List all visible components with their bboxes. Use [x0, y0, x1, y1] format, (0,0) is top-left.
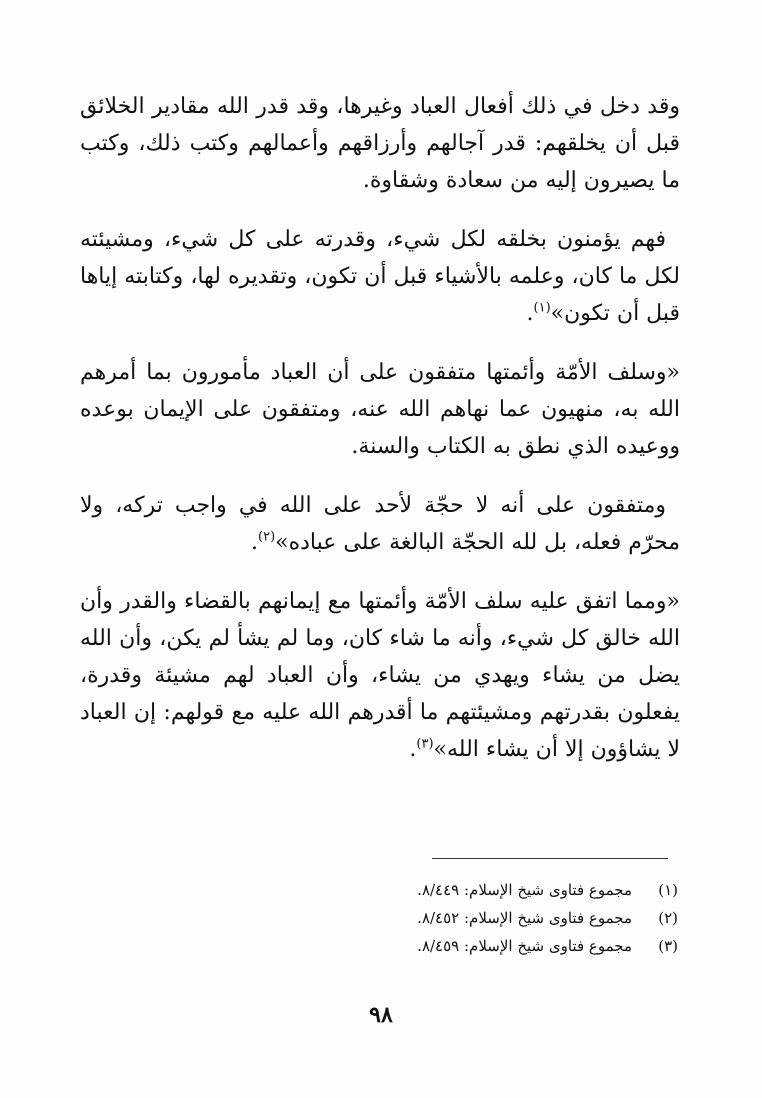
- footnote-text: مجموع فتاوى شيخ الإسلام: ٨/٤٤٩.: [417, 881, 632, 899]
- footnote-ref-3[interactable]: (٣): [416, 736, 434, 752]
- footnote-divider: [432, 858, 668, 859]
- footnote-item: [300, 904, 678, 932]
- footnote-item: [300, 876, 678, 904]
- paragraph-5-text: «ومما اتفق عليه سلف الأمّة وأئمتها مع إيمانهم بالقضاء والقدر وأن الله خالق كل شيء، وأنه ما شاء كان، وما لم يشأ لم يكن، وأن الله يضل من يشاء ويهدي من يشاء، وأن العباد لهم مشيئة وقدرة، يفعلون بقدرتهم ومشيئتهم ما أقدرهم الله عليه مع قولهم: إن العباد لا يشاؤون إلا أن يشاء الله»: [80, 589, 680, 762]
- paragraph-1: [80, 88, 680, 199]
- page-number: ٩٨: [369, 1002, 393, 1028]
- paragraph-4-trailing: .: [251, 530, 258, 555]
- main-text: [80, 88, 680, 790]
- paragraph-5-trailing: .: [409, 737, 417, 762]
- footnote-number: (١): [658, 881, 678, 899]
- paragraph-2: [80, 221, 680, 332]
- footnote-text: مجموع فتاوى شيخ الإسلام: ٨/٤٥٢.: [417, 909, 632, 927]
- paragraph-5: [80, 583, 680, 768]
- footnote-text: مجموع فتاوى شيخ الإسلام: ٨/٤٥٩.: [417, 937, 632, 955]
- paragraph-1-text: وقد دخل في ذلك أفعال العباد وغيرها، وقد قدر الله مقادير الخلائق قبل أن يخلقهم: قدر آجالهم وأرزاقهم وأعمالهم وكتب ذلك، وكتب ما يصيرون إليه من سعادة وشقاوة.: [80, 94, 680, 193]
- paragraph-4: [80, 487, 680, 561]
- footnote-number: (٢): [658, 909, 678, 927]
- paragraph-2-text: فهم يؤمنون بخلقه لكل شيء، وقدرته على كل شيء، ومشيئته لكل ما كان، وعلمه بالأشياء قبل أن تكون، وتقديره لها، وكتابته إياها قبل أن تكون»: [80, 227, 680, 326]
- paragraph-4-text: ومتفقون على أنه لا حجّة لأحد على الله في واجب تركه، ولا محرّم فعله، بل لله الحجّة البالغة على عباده»: [80, 493, 680, 555]
- paragraph-3: [80, 354, 680, 465]
- footnote-ref-2[interactable]: (٢): [258, 529, 276, 545]
- paragraph-2-trailing: .: [526, 301, 534, 326]
- footnote-number: (٣): [658, 937, 678, 955]
- footnote-item: [300, 932, 678, 960]
- footnotes: [300, 876, 678, 960]
- paragraph-3-text: «وسلف الأمّة وأئمتها متفقون على أن العباد مأمورون بما أمرهم الله به، منهيون عما نهاهم الله عنه، ومتفقون على الإيمان بوعده ووعيده الذي نطق به الكتاب والسنة.: [80, 360, 680, 459]
- footnote-ref-1[interactable]: (١): [533, 300, 551, 316]
